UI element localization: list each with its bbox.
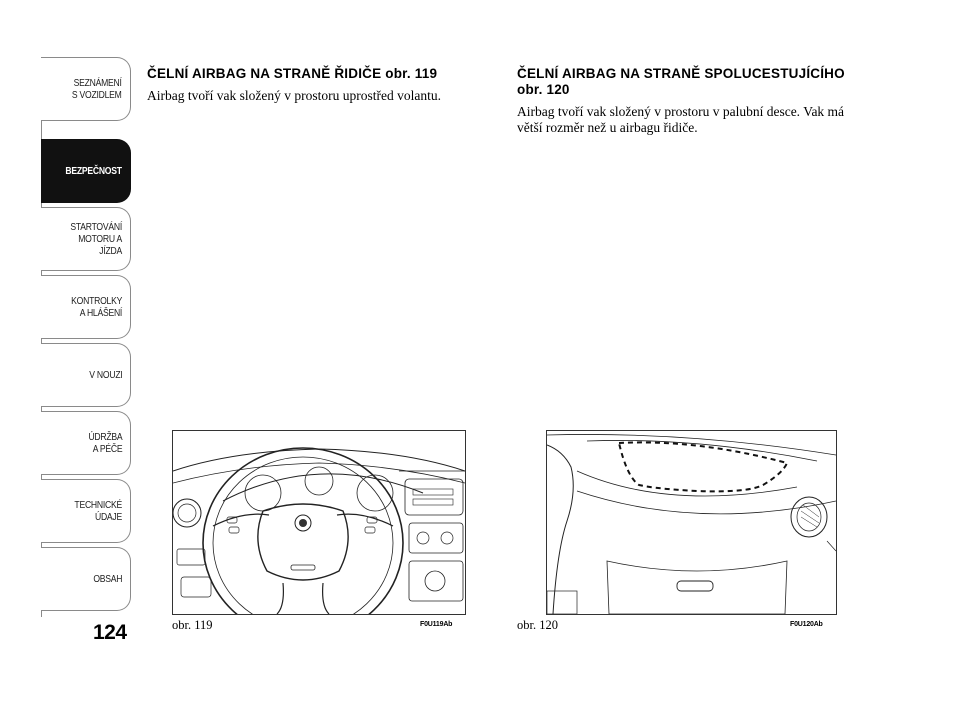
tab-label: V NOUZI bbox=[88, 369, 122, 381]
tab-label: KONTROLKY A HLÁŠENÍ bbox=[71, 295, 122, 319]
tab-bezpecnost[interactable] bbox=[41, 139, 131, 203]
tab-label: STARTOVÁNÍ MOTORU A JÍZDA bbox=[70, 221, 122, 257]
tab-label: SEZNÁMENÍ S VOZIDLEM bbox=[72, 77, 122, 101]
figure-reference-link[interactable]: obr. 119 bbox=[385, 66, 438, 81]
tab-v-nouzi[interactable] bbox=[41, 343, 131, 407]
tab-startovani[interactable] bbox=[41, 207, 131, 271]
figure-caption: obr. 119 bbox=[172, 618, 213, 632]
figure-code: F0U120Ab bbox=[790, 621, 823, 628]
tab-label: TECHNICKÉ ÚDAJE bbox=[74, 499, 122, 523]
tab-kontrolky[interactable] bbox=[41, 275, 131, 339]
figure-caption: obr. 120 bbox=[517, 618, 558, 632]
passenger-dashboard-illustration bbox=[546, 430, 837, 615]
section-body: Airbag tvoří vak složený v prostoru v palubní desce. Vak má větší rozměr než u airbagu řidiče. bbox=[517, 104, 845, 135]
tab-udrzba[interactable] bbox=[41, 411, 131, 475]
section-heading bbox=[147, 66, 492, 82]
tab-seznameni[interactable] bbox=[41, 57, 131, 121]
section-body: Airbag tvoří vak složený v prostoru uprostřed volantu. bbox=[147, 88, 441, 103]
tab-label: OBSAH bbox=[93, 573, 122, 585]
tab-obsah[interactable] bbox=[41, 547, 131, 611]
heading-text: ČELNÍ AIRBAG NA STRANĚ ŘIDIČE bbox=[147, 66, 382, 81]
heading-text: ČELNÍ AIRBAG NA STRANĚ SPOLUCESTUJÍCÍHO bbox=[517, 66, 845, 81]
page-number: 124 bbox=[93, 621, 127, 644]
tab-technicke[interactable] bbox=[41, 479, 131, 543]
tab-label: ÚDRŽBA A PÉČE bbox=[88, 431, 122, 455]
section-heading bbox=[517, 66, 862, 98]
figure-reference-link[interactable]: obr. 120 bbox=[517, 82, 570, 97]
tab-label: BEZPEČNOST bbox=[65, 165, 122, 177]
passenger-airbag-section bbox=[517, 66, 862, 136]
driver-airbag-section bbox=[147, 66, 492, 104]
figure-code: F0U119Ab bbox=[420, 621, 453, 628]
steering-wheel-illustration bbox=[172, 430, 466, 615]
